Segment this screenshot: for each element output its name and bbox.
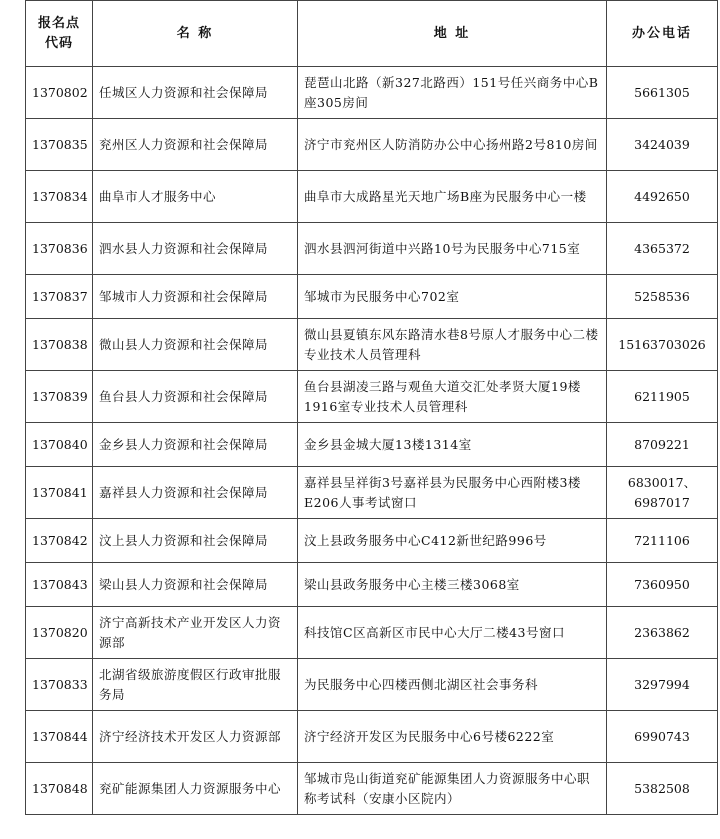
cell-address: 科技馆C区高新区市民中心大厅二楼43号窗口 — [298, 607, 607, 659]
cell-address: 邹城市为民服务中心702室 — [298, 275, 607, 319]
table-row — [26, 319, 718, 371]
table-row — [26, 563, 718, 607]
cell-name: 任城区人力资源和社会保障局 — [93, 67, 298, 119]
table-row — [26, 467, 718, 519]
cell-code: 1370837 — [26, 275, 93, 319]
table-row — [26, 711, 718, 763]
cell-code: 1370843 — [26, 563, 93, 607]
cell-code: 1370841 — [26, 467, 93, 519]
cell-code: 1370839 — [26, 371, 93, 423]
cell-phone: 6211905 — [607, 371, 718, 423]
cell-code: 1370838 — [26, 319, 93, 371]
cell-phone: 8709221 — [607, 423, 718, 467]
cell-code: 1370836 — [26, 223, 93, 275]
header-phone: 办公电话 — [607, 1, 718, 67]
cell-phone: 5661305 — [607, 67, 718, 119]
cell-code: 1370835 — [26, 119, 93, 171]
cell-phone: 4492650 — [607, 171, 718, 223]
table-row — [26, 371, 718, 423]
cell-phone: 7211106 — [607, 519, 718, 563]
table-row — [26, 763, 718, 815]
cell-address: 邹城市凫山街道兖矿能源集团人力资源服务中心职称考试科（安康小区院内） — [298, 763, 607, 815]
cell-address: 琵琶山北路（新327北路西）151号任兴商务中心B座305房间 — [298, 67, 607, 119]
cell-address: 泗水县泗河街道中兴路10号为民服务中心715室 — [298, 223, 607, 275]
cell-address: 微山县夏镇东风东路清水巷8号原人才服务中心二楼专业技术人员管理科 — [298, 319, 607, 371]
table-row — [26, 275, 718, 319]
table-row — [26, 659, 718, 711]
cell-code: 1370844 — [26, 711, 93, 763]
cell-phone: 6990743 — [607, 711, 718, 763]
cell-address: 金乡县金城大厦13楼1314室 — [298, 423, 607, 467]
cell-phone: 5382508 — [607, 763, 718, 815]
cell-code: 1370834 — [26, 171, 93, 223]
cell-code: 1370840 — [26, 423, 93, 467]
cell-name: 曲阜市人才服务中心 — [93, 171, 298, 223]
cell-name: 泗水县人力资源和社会保障局 — [93, 223, 298, 275]
cell-phone: 3297994 — [607, 659, 718, 711]
contact-table-wrapper — [25, 0, 718, 815]
header-code: 报名点代码 — [26, 1, 93, 67]
cell-name: 汶上县人力资源和社会保障局 — [93, 519, 298, 563]
cell-name: 嘉祥县人力资源和社会保障局 — [93, 467, 298, 519]
cell-name: 金乡县人力资源和社会保障局 — [93, 423, 298, 467]
cell-name: 北湖省级旅游度假区行政审批服务局 — [93, 659, 298, 711]
cell-name: 兖州区人力资源和社会保障局 — [93, 119, 298, 171]
cell-address: 嘉祥县呈祥街3号嘉祥县为民服务中心西附楼3楼E206人事考试窗口 — [298, 467, 607, 519]
cell-phone: 2363862 — [607, 607, 718, 659]
cell-name: 济宁高新技术产业开发区人力资源部 — [93, 607, 298, 659]
table-header-row — [26, 1, 718, 67]
cell-address: 汶上县政务服务中心C412新世纪路996号 — [298, 519, 607, 563]
table-row — [26, 423, 718, 467]
cell-name: 鱼台县人力资源和社会保障局 — [93, 371, 298, 423]
cell-address: 梁山县政务服务中心主楼三楼3068室 — [298, 563, 607, 607]
cell-phone: 3424039 — [607, 119, 718, 171]
cell-code: 1370842 — [26, 519, 93, 563]
cell-phone: 5258536 — [607, 275, 718, 319]
cell-code: 1370848 — [26, 763, 93, 815]
table-row — [26, 223, 718, 275]
table-row — [26, 607, 718, 659]
table-row — [26, 519, 718, 563]
cell-code: 1370820 — [26, 607, 93, 659]
cell-code: 1370833 — [26, 659, 93, 711]
table-row — [26, 171, 718, 223]
cell-code: 1370802 — [26, 67, 93, 119]
cell-name: 邹城市人力资源和社会保障局 — [93, 275, 298, 319]
cell-phone: 6830017、6987017 — [607, 467, 718, 519]
cell-name: 兖矿能源集团人力资源服务中心 — [93, 763, 298, 815]
cell-address: 济宁经济开发区为民服务中心6号楼6222室 — [298, 711, 607, 763]
cell-phone: 4365372 — [607, 223, 718, 275]
cell-address: 济宁市兖州区人防消防办公中心扬州路2号810房间 — [298, 119, 607, 171]
cell-address: 曲阜市大成路星光天地广场B座为民服务中心一楼 — [298, 171, 607, 223]
cell-address: 鱼台县湖凌三路与观鱼大道交汇处孝贤大厦19楼1916室专业技术人员管理科 — [298, 371, 607, 423]
cell-phone: 15163703026 — [607, 319, 718, 371]
cell-name: 微山县人力资源和社会保障局 — [93, 319, 298, 371]
cell-address: 为民服务中心四楼西侧北湖区社会事务科 — [298, 659, 607, 711]
cell-name: 济宁经济技术开发区人力资源部 — [93, 711, 298, 763]
header-name: 名 称 — [93, 1, 298, 67]
cell-phone: 7360950 — [607, 563, 718, 607]
registration-sites-table — [25, 0, 718, 815]
table-row — [26, 119, 718, 171]
table-row — [26, 67, 718, 119]
cell-name: 梁山县人力资源和社会保障局 — [93, 563, 298, 607]
header-address: 地 址 — [298, 1, 607, 67]
